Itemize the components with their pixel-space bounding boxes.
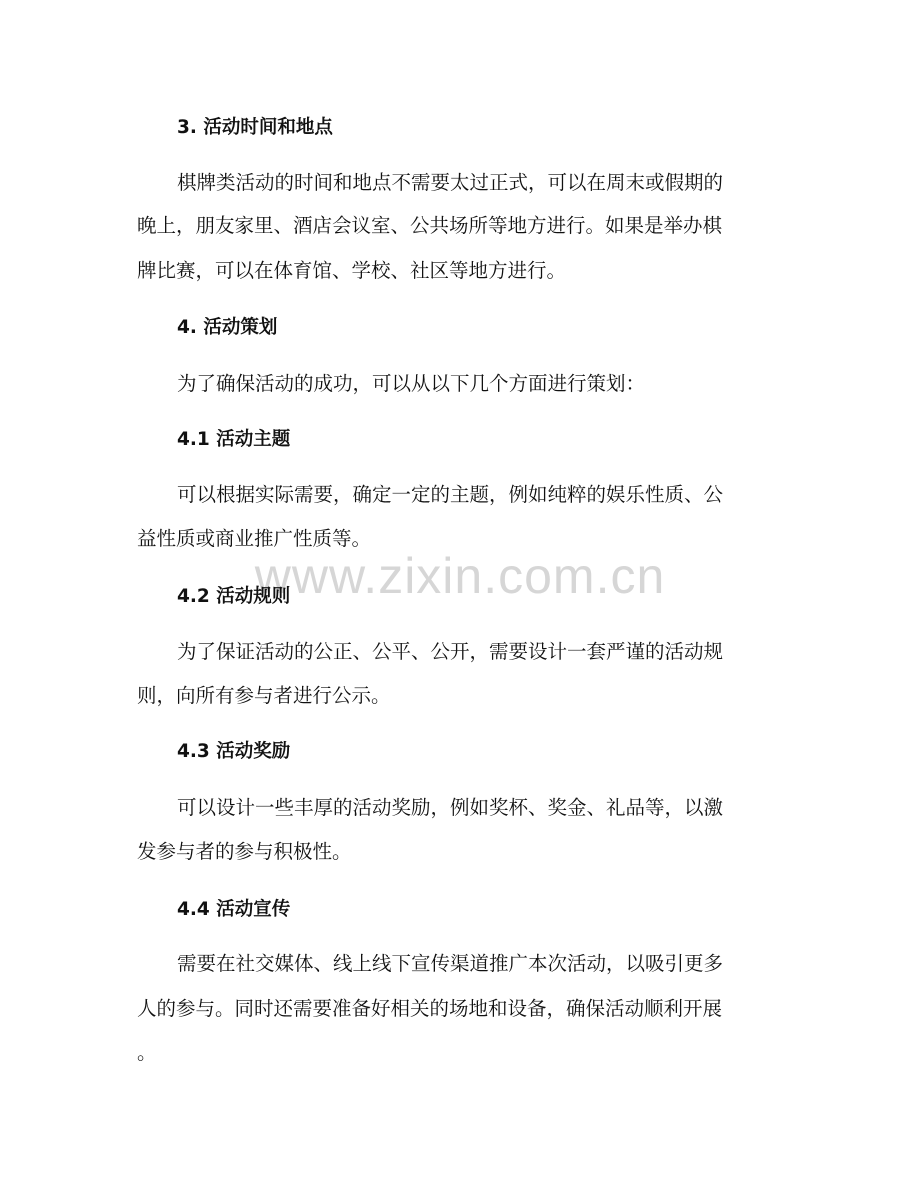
paragraph-3-line-1: 棋牌类活动的时间和地点不需要太过正式，可以在周末或假期的: [177, 171, 724, 194]
paragraph-3-line-2: 晚上，朋友家里、酒店会议室、公共场所等地方进行。如果是举办棋: [137, 214, 723, 237]
paragraph-4-4-line-1: 需要在社交媒体、线上线下宣传渠道推广本次活动，以吸引更多: [177, 952, 724, 975]
section-heading-4-4: 4.4 活动宣传: [177, 899, 291, 920]
paragraph-4-4-line-2: 人的参与。同时还需要准备好相关的场地和设备，确保活动顺利开展: [137, 997, 723, 1020]
section-heading-4-2: 4.2 活动规则: [177, 586, 291, 607]
paragraph-4-3-line-1: 可以设计一些丰厚的活动奖励，例如奖杯、奖金、礼品等，以激: [177, 796, 724, 819]
paragraph-4-line-1: 为了确保活动的成功，可以从以下几个方面进行策划：: [177, 372, 646, 395]
paragraph-4-2-line-1: 为了保证活动的公正、公平、公开，需要设计一套严谨的活动规: [177, 640, 724, 663]
paragraph-4-1-line-1: 可以根据实际需要，确定一定的主题，例如纯粹的娱乐性质、公: [177, 483, 724, 506]
section-heading-4-3: 4.3 活动奖励: [177, 741, 291, 762]
paragraph-4-3-line-2: 发参与者的参与积极性。: [137, 840, 352, 863]
section-heading-4: 4. 活动策划: [177, 317, 278, 338]
section-heading-4-1: 4.1 活动主题: [177, 429, 291, 450]
watermark: www.zixin.com.cn: [254, 548, 666, 604]
paragraph-4-1-line-2: 益性质或商业推广性质等。: [137, 527, 372, 550]
section-heading-3: 3. 活动时间和地点: [177, 117, 333, 138]
paragraph-4-4-line-3: 。: [137, 1041, 157, 1064]
paragraph-4-2-line-2: 则，向所有参与者进行公示。: [137, 684, 391, 707]
paragraph-3-line-3: 牌比赛，可以在体育馆、学校、社区等地方进行。: [137, 259, 567, 282]
